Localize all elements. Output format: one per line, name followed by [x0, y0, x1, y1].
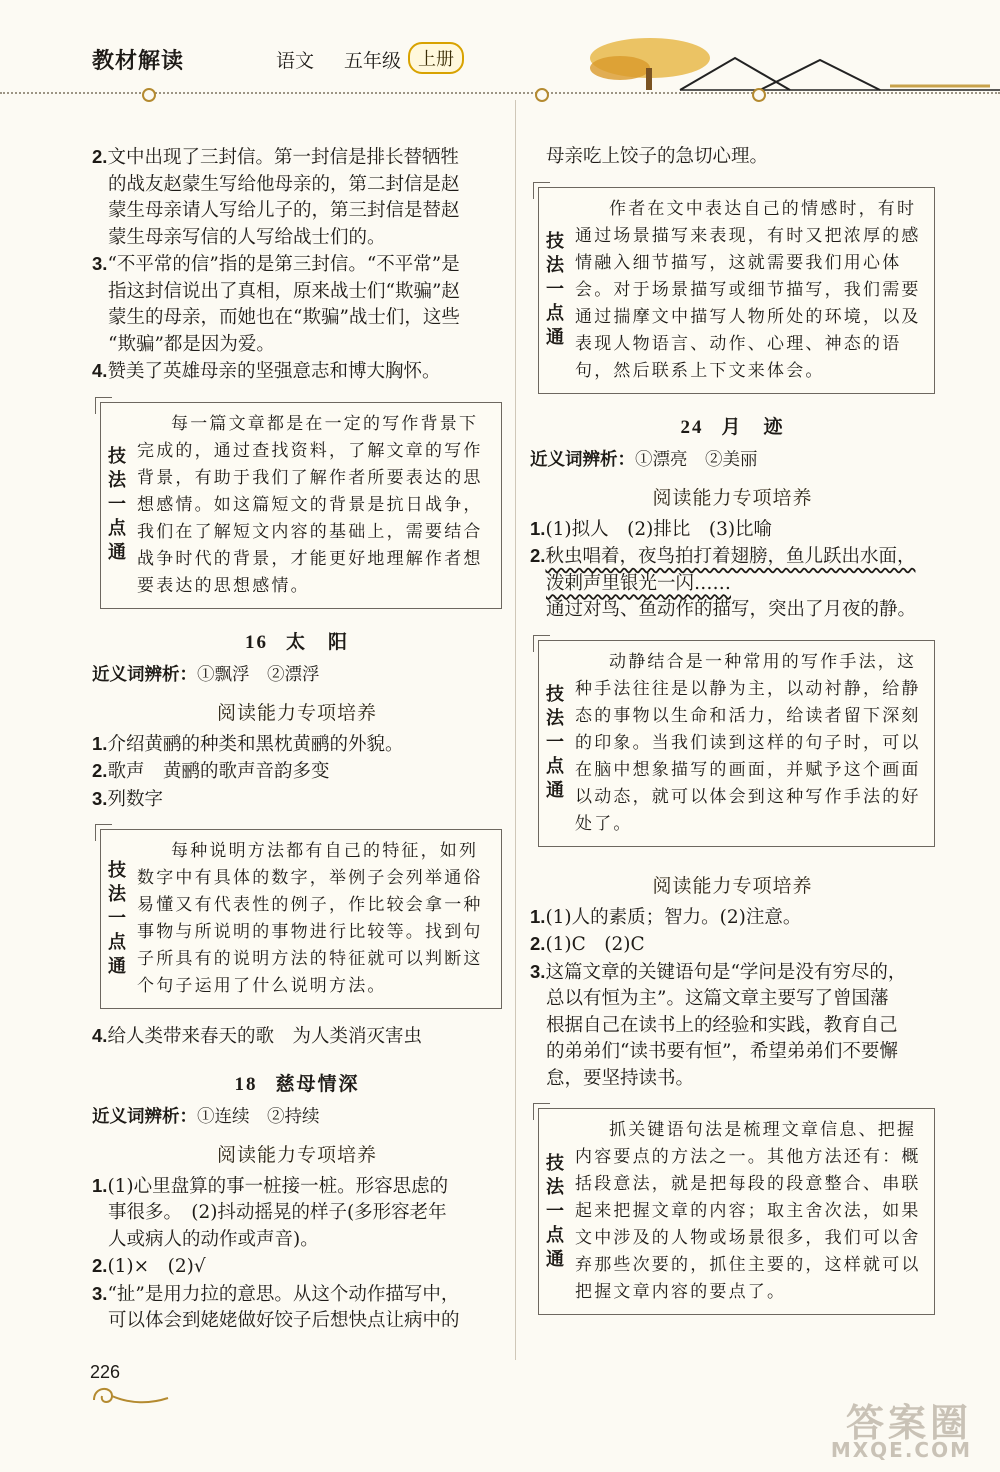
answer-item: 1.(1)人的素质；智力。(2)注意。: [530, 905, 802, 928]
tip-box: [100, 829, 502, 1009]
header-tree-house-illustration: [560, 30, 1000, 96]
tip-box-label: 技 法 一 点 通: [546, 1152, 564, 1270]
page-number: 226: [90, 1362, 121, 1382]
volume-badge: 上册: [408, 42, 464, 74]
tip-box-label: 技 法 一 点 通: [108, 860, 126, 977]
answer-item: 2.秋虫唱着，夜鸟拍打着翅膀，鱼儿跃出水面， 泼剌声里银光一闪…… 通过对鸟、鱼动作的描写，突出了月夜的静。: [530, 545, 917, 620]
site-watermark: 答案圈 MXQE.COM: [830, 1401, 972, 1462]
grade-label: 五年级: [344, 50, 402, 72]
tip-box: [538, 187, 935, 394]
page-swirl-ornament-icon: [90, 1378, 170, 1408]
answer-item: 3.这篇文章的关键语句是“学问是没有穷尽的， 总以有恒为主”。这篇文章主要写了曾国藩 根据自己在读书上的经验和实践，教育自己 的弟弟们“读书要有恒”，希望弟弟们不要懈 怠，要坚持读书。: [530, 960, 907, 1089]
answer-item: 1.(1)拟人 (2)排比 (3)比喻: [530, 517, 773, 540]
right-column: [530, 100, 935, 1329]
answer-item: 1.(1)心里盘算的事一桩接一桩。形容思虑的 事很多。 (2)抖动摇晃的样子(多形容老年 人或病人的动作或声音)。: [92, 1174, 449, 1250]
subject-label: 语文: [276, 50, 315, 72]
synonym-analysis: 近义词辨析：①飘浮 ②漂浮: [92, 664, 320, 685]
answer-item: 2.(1)C (2)C: [530, 933, 645, 955]
left-column: [92, 100, 502, 1335]
answer-item: 1.介绍黄鹂的种类和黑枕黄鹂的外貌。: [92, 732, 404, 755]
tip-box-text: 每一篇文章都是在一定的写作背景下完成的，通过查找资料，了解文章的写作背景，有助于我们了解作者所要表达的思想感情。如这篇短文的背景是抗日战争，我们在了解短文内容的基础上，需要结合战争时代的背景，才能更好地理解作者想要表达的思想感情。: [137, 413, 483, 596]
lesson-title: 18 慈母情深: [234, 1072, 360, 1095]
tip-box-text: 作者在文中表达自己的情感时，有时通过场景描写来表现，有时又把浓厚的感情融入细节描写，这就需要我们用心体会。对于场景描写或细节描写，我们需要通过揣摩文中描写人物所处的环境，以及表现人物语言、动作、心理、神态的语句，然后联系上下文来体会。: [575, 198, 921, 381]
tip-box-label: 技 法 一 点 通: [546, 684, 564, 801]
answer-continuation: 母亲吃上饺子的急切心理。: [546, 146, 769, 167]
answer-item: 4.赞美了英雄母亲的坚强意志和博大胸怀。: [92, 360, 441, 382]
synonym-analysis: 近义词辨析：①漂亮 ②美丽: [530, 449, 758, 470]
tip-box-text: 动静结合是一种常用的写作手法，这种手法往往是以静为主，以动衬静，给静态的事物以生命和活力，给读者留下深刻的印象。当我们读到这样的句子时，可以在脑中想象描写的画面，并赋予这个画面以动态，就可以体会到这种写作手法的好处了。: [575, 651, 921, 834]
book-brand: 教材解读: [92, 49, 185, 74]
tip-box-text: 抓关键语句法是梳理文章信息、把握内容要点的方法之一。其他方法还有：概括段意法，就是把每段的段意整合、串联起来把握文章的内容；取主舍次法，如果文中涉及的人物或场景很多，我们可以舍弃那些次要的，抓住主要的，这样就可以把握文章内容的要点了。: [575, 1120, 921, 1302]
answer-item: 3.“不平常的信”指的是第三封信。“不平常”是 指这封信说出了真相，原来战士们“欺骗”赵 蒙生的母亲，而她也在“欺骗”战士们，这些 “欺骗”都是因为爱。: [92, 253, 460, 355]
answer-item: 3.列数字: [92, 787, 163, 810]
lesson-title: 24 月 迹: [680, 415, 785, 438]
section-heading: 阅读能力专项培养: [216, 1143, 377, 1166]
column-divider: [515, 100, 516, 1360]
tip-box: [538, 1108, 935, 1315]
page-header: [0, 0, 1000, 100]
lesson-title: 16 太 阳: [244, 630, 349, 653]
synonym-analysis: 近义词辨析：①连续 ②持续: [92, 1106, 320, 1127]
tip-box-label: 技 法 一 点 通: [546, 231, 564, 348]
tip-box-text: 每种说明方法都有自己的特征，如列数字中有具体的数字，举例子会列举通俗易懂又有代表性的例子，作比较会拿一种事物与所说明的事物进行比较等。找到句子所具有的说明方法的特征就可以判断这个句子运用了什么说明方法。: [137, 841, 483, 996]
answer-item: 2.(1)× (2)√: [92, 1255, 206, 1277]
answer-item: 4.给人类带来春天的歌 为人类消灭害虫: [92, 1025, 422, 1047]
section-heading: 阅读能力专项培养: [652, 486, 813, 509]
tip-box: [100, 402, 502, 609]
answer-item: 2.歌声 黄鹂的歌声音韵多变: [92, 760, 330, 782]
answer-item: 2.文中出现了三封信。第一封信是排长替牺牲 的战友赵蒙生写给他母亲的，第二封信是赵 蒙生母亲请人写给儿子的，第三封信是替赵 蒙生母亲写信的人写给战士们的。: [92, 146, 460, 248]
section-heading: 阅读能力专项培养: [216, 701, 377, 724]
section-heading: 阅读能力专项培养: [652, 874, 813, 897]
tip-box-label: 技 法 一 点 通: [108, 446, 126, 563]
tip-box: [538, 640, 935, 847]
answer-item: 3.“扯”是用力拉的意思。从这个动作描写中， 可以体会到姥姥做好饺子后想快点让病中的: [92, 1282, 460, 1331]
